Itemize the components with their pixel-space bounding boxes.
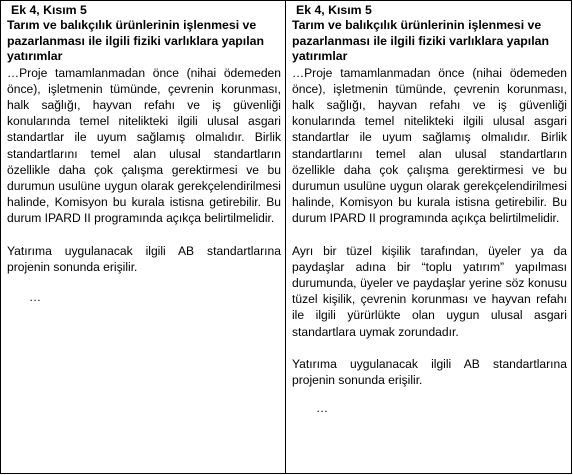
left-title: Tarım ve balıkçılık ürünlerinin işlenmesi ve pazarlanması ile ilgili fiziki varlıklara yapılan yatırımlar (7, 18, 264, 63)
right-paragraph-3: Yatırıma uygulanacak ilgili AB standartlarına projenin sonunda erişilir. (292, 356, 567, 387)
left-header: Ek 4, Kısım 5 (11, 3, 87, 17)
right-ellipsis: … (316, 401, 329, 416)
left-column (1, 1, 286, 473)
right-paragraph-2: Ayrı bir tüzel kişilik tarafından, üyeler ya da paydaşlar adına bir “toplu yatırım” yapılması durumunda, üyeler ve paydaşlar yerine söz konusu tüzel kişilik, çevrenin korunması ve hayvan refahı ile ilgili yürürlükte olan uygun ulusal asgari standartlara uymak zorundadır. (292, 243, 567, 339)
left-ellipsis: … (29, 289, 42, 304)
left-paragraph-1: …Proje tamamlanmadan önce (nihai ödemeden önce), işletmenin tümünde, çevrenin korunması, halk sağlığı, hayvan refahı ve iş güvenliği konularında temel nitelikteki ilgili ulusal asgari standartlar ile uyum sağlamış olmalıdır. Birlik standartlarını temel alan ulusal standartların özellikle daha çok çalışma gerektirmesi ve bu durumun usulüne uygun olarak gerekçelendirilmesi halinde, Komisyon bu kurala istisna getirebilir. Bu durum IPARD II programında açıkça belirtilmelidir. (7, 65, 281, 226)
right-column (286, 1, 571, 473)
left-paragraph-2: Yatırıma uygulanacak ilgili AB standartlarına projenin sonunda erişilir. (7, 243, 281, 274)
right-paragraph-1: …Proje tamamlanmadan önce (nihai ödemeden önce), işletmenin tümünde, çevrenin korunması, halk sağlığı, hayvan refahı ve iş güvenliği konularında temel nitelikteki ilgili ulusal asgari standartlar ile uyum sağlamış olmalıdır. Birlik standartlarını temel alan ulusal standartların özellikle daha çok çalışma gerektirmesi ve bu durumun usulüne uygun olarak gerekçelendirilmesi halinde, Komisyon bu kurala istisna getirebilir. Bu durum IPARD II programında açıkça belirtilmelidir. (292, 65, 567, 226)
right-title: Tarım ve balıkçılık ürünlerinin işlenmesi ve pazarlanması ile ilgili fiziki varlıklara yapılan yatırımlar (292, 18, 549, 63)
right-header: Ek 4, Kısım 5 (296, 3, 372, 17)
